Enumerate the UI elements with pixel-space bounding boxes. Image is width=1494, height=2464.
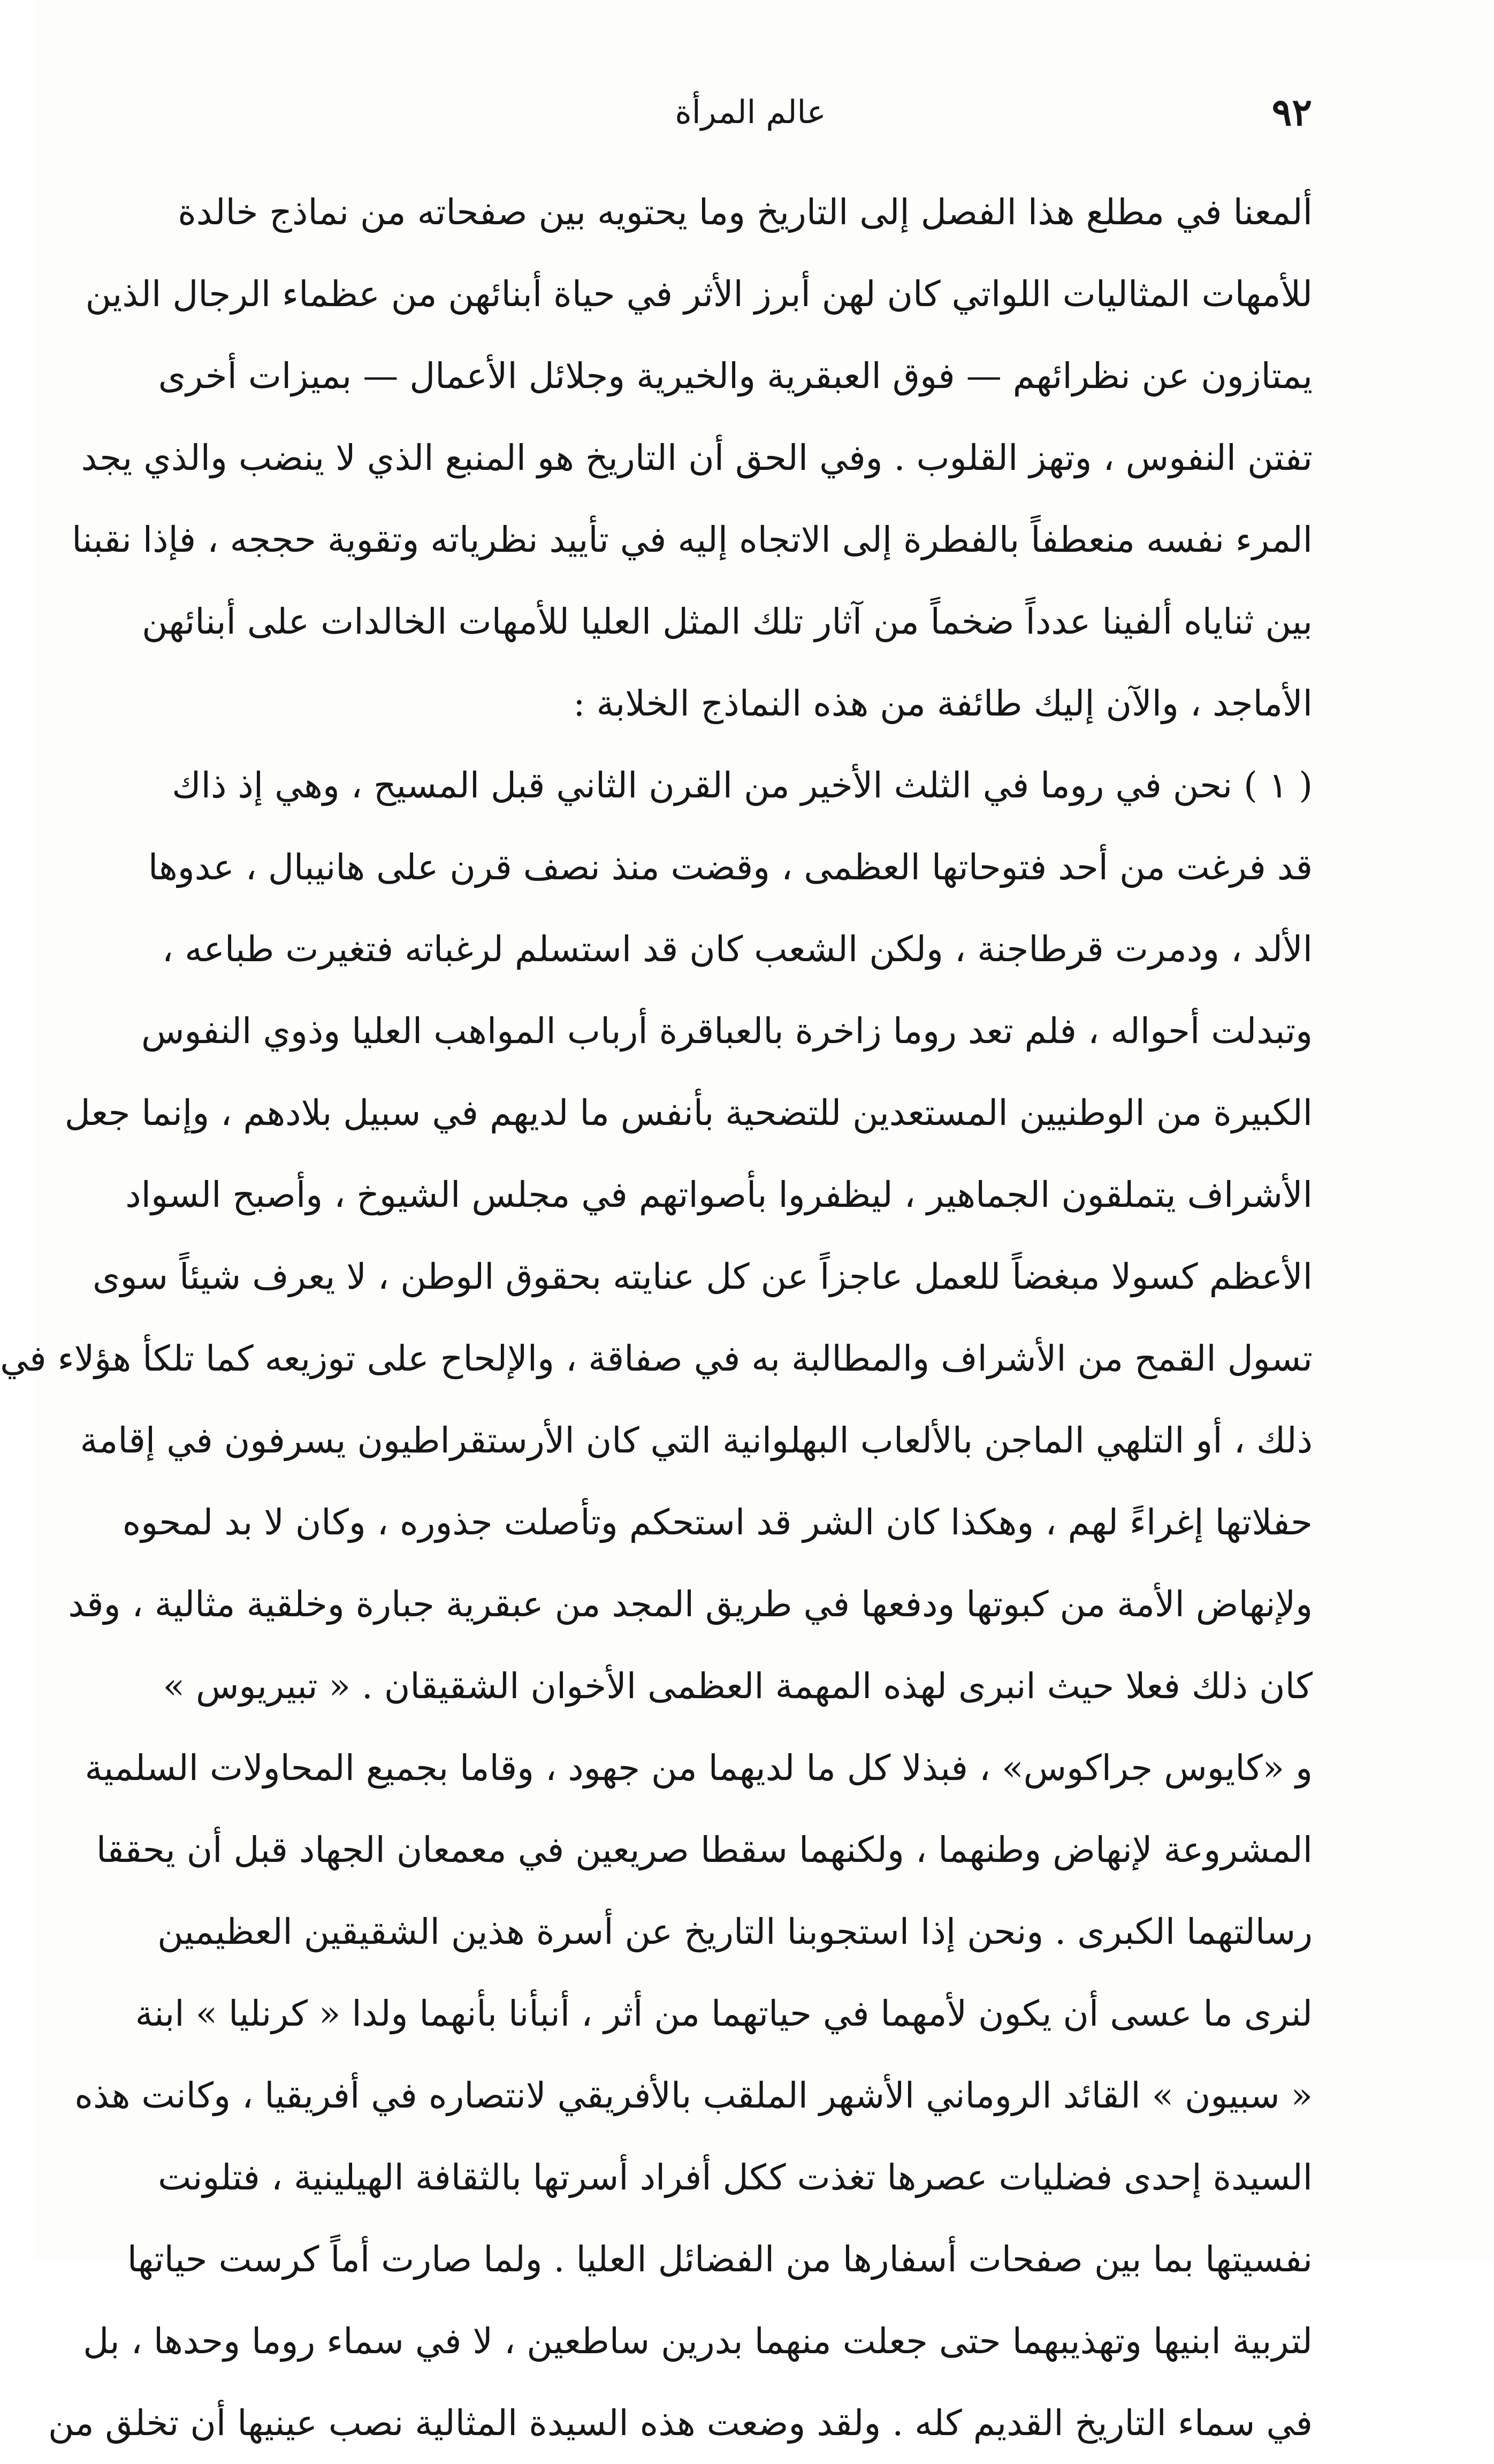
body-text bbox=[0, 171, 1313, 2464]
text-line: المرء نفسه منعطفاً بالفطرة إلى الاتجاه إليه في تأييد نظرياته وتقوية حججه ، فإذا نقبنا bbox=[72, 519, 1313, 560]
text-line: ذلك ، أو التلهي الماجن بالألعاب البهلوانية التي كان الأرستقراطيون يسرفون في إقامة bbox=[80, 1420, 1313, 1461]
text-line: ولإنهاض الأمة من كبوتها ودفعها في طريق المجد من عبقرية جبارة وخلقية مثالية ، وقد bbox=[68, 1584, 1313, 1625]
text-line: الأماجد ، والآن إليك طائفة من هذه النماذج الخلابة : bbox=[573, 683, 1313, 724]
text-line: و «كايوس جراكوس» ، فبذلا كل ما لديهما من جهود ، وقاما بجميع المحاولات السلمية bbox=[85, 1747, 1313, 1789]
text-line: لتربية ابنيها وتهذيبهما حتى جعلت منهما بدرين ساطعين ، لا في سماء روما وحدها ، بل bbox=[83, 2321, 1313, 2362]
text-line: « سبيون » القائد الروماني الأشهر الملقب بالأفريقي لانتصاره في أفريقيا ، وكانت هذه bbox=[74, 2075, 1313, 2116]
text-line: في سماء التاريخ القديم كله . ولقد وضعت هذه السيدة المثالية نصب عينيها أن تخلق من bbox=[48, 2402, 1313, 2444]
text-line: المشروعة لإنهاض وطنهما ، ولكنهما سقطا صريعين في معمعان الجهاد قبل أن يحققا bbox=[96, 1829, 1313, 1870]
text-line: الأعظم كسولا مبغضاً للعمل عاجزاً عن كل عنايته بحقوق الوطن ، لا يعرف شيئاً سوى bbox=[93, 1256, 1313, 1297]
paragraph-gracchi bbox=[0, 744, 1313, 2464]
text-line: وتبدلت أحواله ، فلم تعد روما زاخرة بالعباقرة أرباب المواهب العليا وذوي النفوس bbox=[141, 1010, 1313, 1052]
running-title: عالم المرأة bbox=[675, 94, 826, 131]
page-header bbox=[189, 80, 1312, 145]
paragraph-intro bbox=[72, 171, 1313, 744]
text-line: تفتن النفوس ، وتهز القلوب . وفي الحق أن التاريخ هو المنبع الذي لا ينضب والذي يجد bbox=[81, 437, 1313, 478]
text-line: تسول القمح من الأشراف والمطالبة به في صفاقة ، والإلحاح على توزيعه كما تلكأ هؤلاء في bbox=[0, 1338, 1313, 1379]
text-line: ( ١ ) نحن في روما في الثلث الأخير من القرن الثاني قبل المسيح ، وهي إذ ذاك bbox=[172, 765, 1313, 806]
text-line: الألد ، ودمرت قرطاجنة ، ولكن الشعب كان قد استسلم لرغباته فتغيرت طباعه ، bbox=[162, 929, 1313, 970]
text-line: لنرى ما عسى أن يكون لأمهما في حياتهما من أثر ، أنبأنا بأنهما ولدا « كرنليا » ابنة bbox=[135, 1993, 1313, 2034]
text-line: يمتازون عن نظرائهم — فوق العبقرية والخيرية وجلائل الأعمال — بميزات أخرى bbox=[158, 355, 1313, 397]
text-line: نفسيتها بما بين صفحات أسفارها من الفضائل العليا . ولما صارت أماً كرست حياتها bbox=[127, 2239, 1313, 2280]
text-line: حفلاتها إغراءً لهم ، وهكذا كان الشر قد استحكم وتأصلت جذوره ، وكان لا بد لمحوه bbox=[122, 1502, 1313, 1543]
text-line: رسالتهما الكبرى . ونحن إذا استجوبنا التاريخ عن أسرة هذين الشقيقين العظيمين bbox=[157, 1911, 1313, 1952]
text-line: كان ذلك فعلا حيث انبرى لهذه المهمة العظمى الأخوان الشقيقان . « تبيريوس » bbox=[163, 1666, 1313, 1707]
text-line: السيدة إحدى فضليات عصرها تغذت ككل أفراد أسرتها بالثقافة الهيلينية ، فتلونت bbox=[158, 2157, 1313, 2198]
text-line: ألمعنا في مطلع هذا الفصل إلى التاريخ وما يحتويه بين صفحاته من نماذج خالدة bbox=[178, 192, 1313, 233]
page-number: ٩٢ bbox=[1271, 90, 1312, 134]
text-line: للأمهات المثاليات اللواتي كان لهن أبرز الأثر في حياة أبنائهن من عظماء الرجال الذين bbox=[85, 273, 1313, 315]
text-line: الكبيرة من الوطنيين المستعدين للتضحية بأنفس ما لديهم في سبيل بلادهم ، وإنما جعل bbox=[64, 1092, 1313, 1134]
text-line: قد فرغت من أحد فتوحاتها العظمى ، وقضت منذ نصف قرن على هانيبال ، عدوها bbox=[148, 847, 1313, 888]
text-line: الأشراف يتملقون الجماهير ، ليظفروا بأصواتهم في مجلس الشيوخ ، وأصبح السواد bbox=[125, 1174, 1313, 1215]
text-line: بين ثناياه ألفينا عدداً ضخماً من آثار تلك المثل العليا للأمهات الخالدات على أبنائهن bbox=[142, 601, 1313, 642]
